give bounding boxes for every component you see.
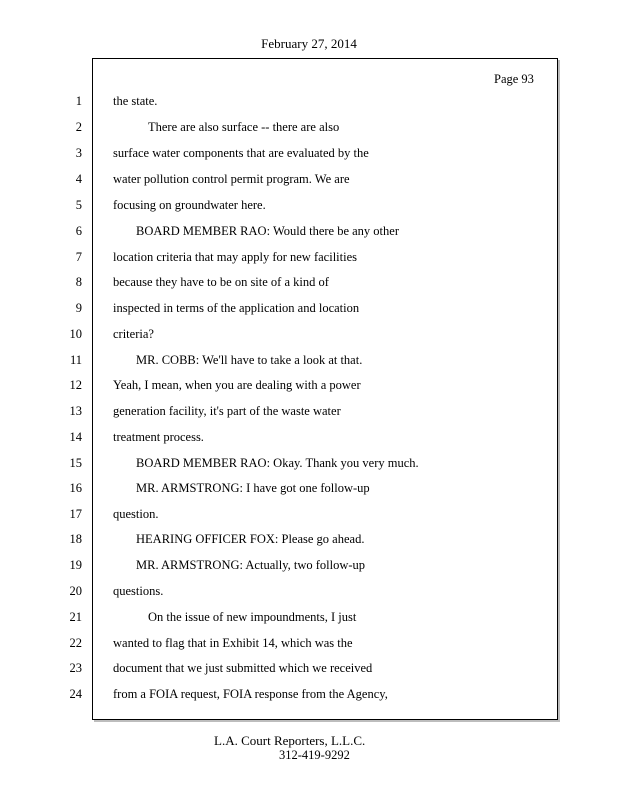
line-number: 13 <box>69 404 82 418</box>
line-number: 1 <box>75 94 82 108</box>
line-number: 12 <box>69 378 82 392</box>
line-number: 18 <box>69 532 82 546</box>
transcript-line: water pollution control permit program. We are <box>113 172 350 186</box>
line-number: 21 <box>69 610 82 624</box>
line-number: 7 <box>75 250 82 264</box>
line-number: 2 <box>75 120 82 134</box>
transcript-date: February 27, 2014 <box>261 36 357 51</box>
transcript-line: because they have to be on site of a kind of <box>113 275 329 289</box>
transcript-line: On the issue of new impoundments, I just <box>148 610 357 624</box>
transcript-line: document that we just submitted which we received <box>113 661 373 675</box>
line-number: 10 <box>69 327 82 341</box>
line-number: 4 <box>75 172 82 186</box>
line-number: 23 <box>69 661 82 675</box>
transcript-line: MR. ARMSTRONG: I have got one follow-up <box>136 481 370 495</box>
transcript-line: Yeah, I mean, when you are dealing with a power <box>113 378 361 392</box>
transcript-line: generation facility, it's part of the waste water <box>113 404 341 418</box>
transcript-line: HEARING OFFICER FOX: Please go ahead. <box>136 532 365 546</box>
line-number: 17 <box>69 507 82 521</box>
transcript-line: question. <box>113 507 159 521</box>
line-number: 11 <box>69 353 82 367</box>
transcript-line: the state. <box>113 94 158 108</box>
line-number: 8 <box>75 275 82 289</box>
court-reporter-name: L.A. Court Reporters, L.L.C. <box>214 733 366 748</box>
transcript-line: wanted to flag that in Exhibit 14, which was the <box>113 636 353 650</box>
transcript-line: MR. ARMSTRONG: Actually, two follow-up <box>136 558 366 572</box>
line-number: 5 <box>75 198 82 212</box>
transcript-line: questions. <box>113 584 164 598</box>
line-number: 24 <box>69 687 82 701</box>
line-number: 16 <box>69 481 82 495</box>
page-number: Page 93 <box>494 72 534 86</box>
transcript-line: BOARD MEMBER RAO: Okay. Thank you very much. <box>136 456 419 470</box>
transcript-line: MR. COBB: We'll have to take a look at that. <box>136 353 363 367</box>
line-number: 22 <box>69 636 82 650</box>
transcript-line: criteria? <box>113 327 154 341</box>
line-number: 3 <box>75 146 82 160</box>
transcript-line: location criteria that may apply for new facilities <box>113 250 358 264</box>
line-number: 6 <box>75 224 82 238</box>
transcript-line: There are also surface -- there are also <box>148 120 340 134</box>
line-number: 19 <box>69 558 82 572</box>
line-number: 9 <box>75 301 82 315</box>
transcript-line: treatment process. <box>113 430 204 444</box>
transcript-line: BOARD MEMBER RAO: Would there be any other <box>136 224 399 238</box>
line-number: 14 <box>69 430 82 444</box>
line-number: 15 <box>69 456 82 470</box>
court-reporter-phone: 312-419-9292 <box>279 748 350 762</box>
line-number: 20 <box>69 584 82 598</box>
transcript-line: surface water components that are evaluated by the <box>113 146 369 160</box>
transcript-line: inspected in terms of the application and location <box>113 301 360 315</box>
transcript-line: focusing on groundwater here. <box>113 198 266 212</box>
transcript-line: from a FOIA request, FOIA response from the Agency, <box>113 687 388 701</box>
